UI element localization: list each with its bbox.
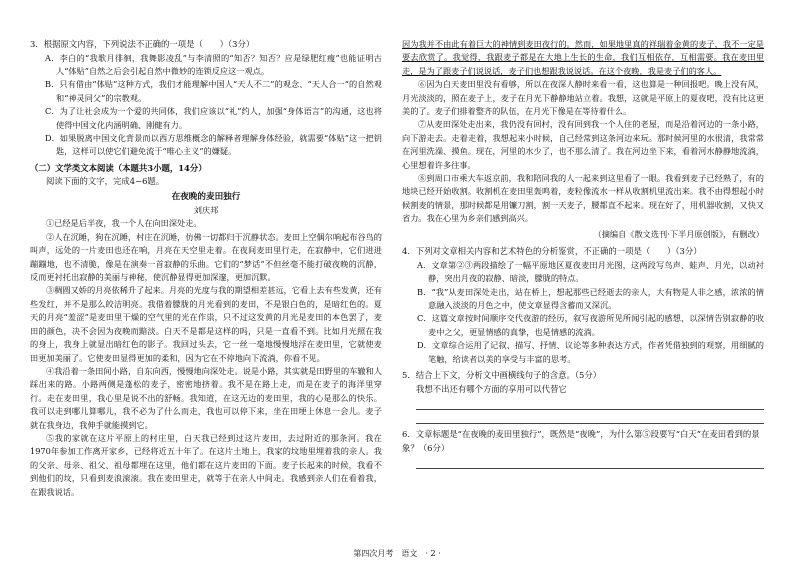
article-paragraph-6: ⑥因为白天麦田里没有看够，所以在夜深人静时来看一看，这也算是一种回报吧。晚上没有风，月光淡淡的，照在麦子上，麦子在月光下静静地站立着。我想，这就是平原上的夏夜吧，没有比这更美的了。麦子们排着整齐的队伍，在月光下像是在等待着什么。 bbox=[402, 79, 764, 117]
question-4-option-b: B．“我”从麦田深处走出，站在桥上，想起那些已经逝去的亲人，大有物是人非之感，浓浓的情意融入淡淡的月色之中，使文章显得含蓄而又深沉。 bbox=[417, 286, 764, 310]
question-5-quote: 我想不出还有哪个方面的享用可以代替它 bbox=[416, 383, 567, 394]
question-6-stem: 6．文章标题是“在夜晚的麦田里独行”，既然是“夜晚”，为什么第⑤段要写“白天”在麦田看到的景象？（6分） bbox=[402, 429, 760, 453]
article-paragraph-1: ①已经是后半夜，我一个人在向田深处走。 bbox=[46, 218, 202, 229]
article-paragraph-5-continued: 因为我并不由此有着巨大的神情到麦田夜行的。然而，如果地里真的祥瑞着金黄的麦子，我不一定是要去欣赏了。我觉得，我跟麦子都是在大地上生长的生命，我们互相依存，互相需要。我在麦田里走，是为了跟麦子们说说话，麦子们也想跟我说说话。在这个夜晚，我是麦子们的客人。 bbox=[402, 39, 764, 76]
article-paragraph-5: ⑤我的家就在这片平原上的村庄里，白天我已经到过这片麦田，去过附近的那条河。我在1970年参加工作离开家乡，已经将近五十年了。在这片土地上，我家的坟地里埋着我的亲人。我的父亲、母亲、祖父、祖母都埋在这里，他们都在这片麦田的下面。麦子长起来的时候，我看不到他们的坟，只看到麦浪滚滚。我在麦田里走，就等于在亲人中间走。我感到亲人们在看着我，在跟我说话。 bbox=[30, 432, 382, 497]
answer-line[interactable] bbox=[416, 396, 764, 410]
article-paragraph-4: ④我沿着一条田间小路，自东向西，慢慢地向深处走。说是小路，其实就是田野里的车辙和人踩出来的路。小路两侧是蓬松的麦子，密密地挤着。我不是在路上走，而是在麦子的海洋里穿行。走在麦田里，我心里是说不出的舒畅。我知道，在这无边的麦田里，我的心是那么的快乐。我可以走到哪儿算哪儿，我不必为了什么而走，我也可以停下来，坐在田埂上休息一会儿。麦子就在我身边，我伸手就能摸到它。 bbox=[30, 365, 382, 430]
article-author: 刘庆邦 bbox=[193, 205, 219, 216]
question-4-stem: 4．下列对文章相关内容和艺术特色的分析鉴赏，不正确的一项是（ ）（3分） bbox=[402, 246, 702, 257]
right-column bbox=[402, 38, 764, 469]
question-3-option-b: B．只有借由“体贴”这种方式，我们才能理解中国人“天人不二”的观念、“天人合一”的自然观和“神灵同父”的宗教观。 bbox=[45, 79, 382, 103]
article-paragraph-3: ③稠圆又娇的月亮依稀升了起来。月亮的光度与我的期望相差甚远，它看上去有些发黄，还有些发红，并不是那么皎洁明亮。我借着朦胧的月光看到的麦田，不是银白色的，是暗红色的。夏天的月亮“羞涩”是麦田里干燥的空气里的光在作祟，只不过这发黄的月光是麦田的本色罢了，麦田的颜色，决不会因为夜晚而黯淡。白天不是都是这样的吗，只是一直看不到。比如月光照在我的身上，我身上就显出暗红色的影子。我回过头去，它一丝一毫地慢慢地浮在麦田里，它就使麦田更加美丽了。它使麦田显得更加的柔和，因为它在不停地向下流淌，你看不见。 bbox=[30, 285, 382, 363]
article-source: （摘编自《散文选刊·下半月原创版》，有删改） bbox=[593, 228, 764, 239]
question-3-option-c: C．为了让社会成为一个爱的共同体，我们应该以“礼”约人，加强“身体语言”的沟通，这也将使得中国文化内涵明确、刚健有力。 bbox=[45, 106, 382, 130]
question-5-stem: 5．结合上下文，分析文中画横线句子的含意。（5分） bbox=[402, 369, 602, 380]
article-paragraph-2: ②人在沉睡，狗在沉睡，村庄在沉睡，仿佛一切都归于沉静状态。麦田上空偶尔响起布谷鸟的叫声，远处的一片麦田也还在响，月亮在天空里走着。在夜间麦田里行走，在寂静中，它们进进蹦蹦地，也不清脆，像是在演奏一首寂静的乐曲。它们的“梦话”不但丝毫不能打破夜晚的沉静，反而更衬托出寂静的美丽与神秘，使沉静显得更加深邃，更加沉默。 bbox=[30, 231, 382, 283]
page-footer: 第四次月考 语文 · 2 · bbox=[353, 549, 441, 558]
question-3-stem: 3．根据原文内容，下列说法不正确的一项是（ ）（3分） bbox=[30, 39, 255, 49]
question-3-option-d: D．如果脱离中国文化背景而以西方思维概念的解释者理解身体经验，就需要“体贴”这一把钥匙，这样可以使它们避免流于“唯心主义”的嫌疑。 bbox=[45, 133, 382, 157]
article-paragraph-7: ⑦从麦田深处走出来，我仍没有回村，没有回到我一个人住的老屋，而是沿着河边的一条小路，向下游走去。走着走着，我想起来小时候，自己经常到这条河边来玩。那时候河里的水很清，我常常在河里洗澡、摸鱼。现在，河里的水少了，也不那么清了。我在河边坐下来，看着河水静静地流淌，心里想着许多往事。 bbox=[402, 119, 764, 170]
section-heading: （二）文学类文本阅读（本题共3小题，14分） bbox=[30, 162, 207, 173]
reading-instruction: 阅读下面的文字，完成4~6题。 bbox=[46, 175, 165, 186]
article-paragraph-8: ⑧到周口市乘大车返京前，我和陪同我的人一起来到这里看了一眼。我看到麦子已经熟了，有的地块已经开始收割。收割机在麦田里轰鸣着，麦粒像流水一样从收割机里流出来。我不由得想起小时候割麦的情景，那时候都是用镰刀割，割一天麦子，腰都直不起来。现在好了，用机器收割，又快又省力。我在心里为乡亲们感到高兴。 bbox=[402, 173, 764, 224]
answer-line[interactable] bbox=[416, 455, 764, 469]
question-3-option-a: A．李白的“我歌月徘徊，我舞影凌乱”与李清照的“知否？知否？应是绿肥红瘦”也能证明古人“体贴”自然之后会引起自然中微妙的连锁反应这一观点。 bbox=[45, 52, 382, 76]
answer-line[interactable] bbox=[416, 410, 764, 424]
question-4-option-d: D．文章综合运用了记叙、描写、抒情、议论等多种表达方式，作者凭借独到的观察，用细腻的笔触，给读者以美的享受与丰富的思考。 bbox=[417, 340, 764, 364]
left-column bbox=[30, 38, 382, 499]
question-4-option-c: C．这篇文章按时间顺序交代夜游的经历，叙写夜游所见所闻引起的感想，以深情告别寂静的收麦中之父，更显情感的真挚，也是情感的流淌。 bbox=[417, 313, 764, 337]
question-4-option-a: A．文章第②③两段描绘了一幅平原地区夏夜麦田月光图，这两段写鸟声、蛙声、月光，以动衬静，突出月夜的寂静、暗淡，朦胧的特点。 bbox=[417, 259, 764, 284]
article-title: 在夜晚的麦田独行 bbox=[171, 192, 241, 203]
